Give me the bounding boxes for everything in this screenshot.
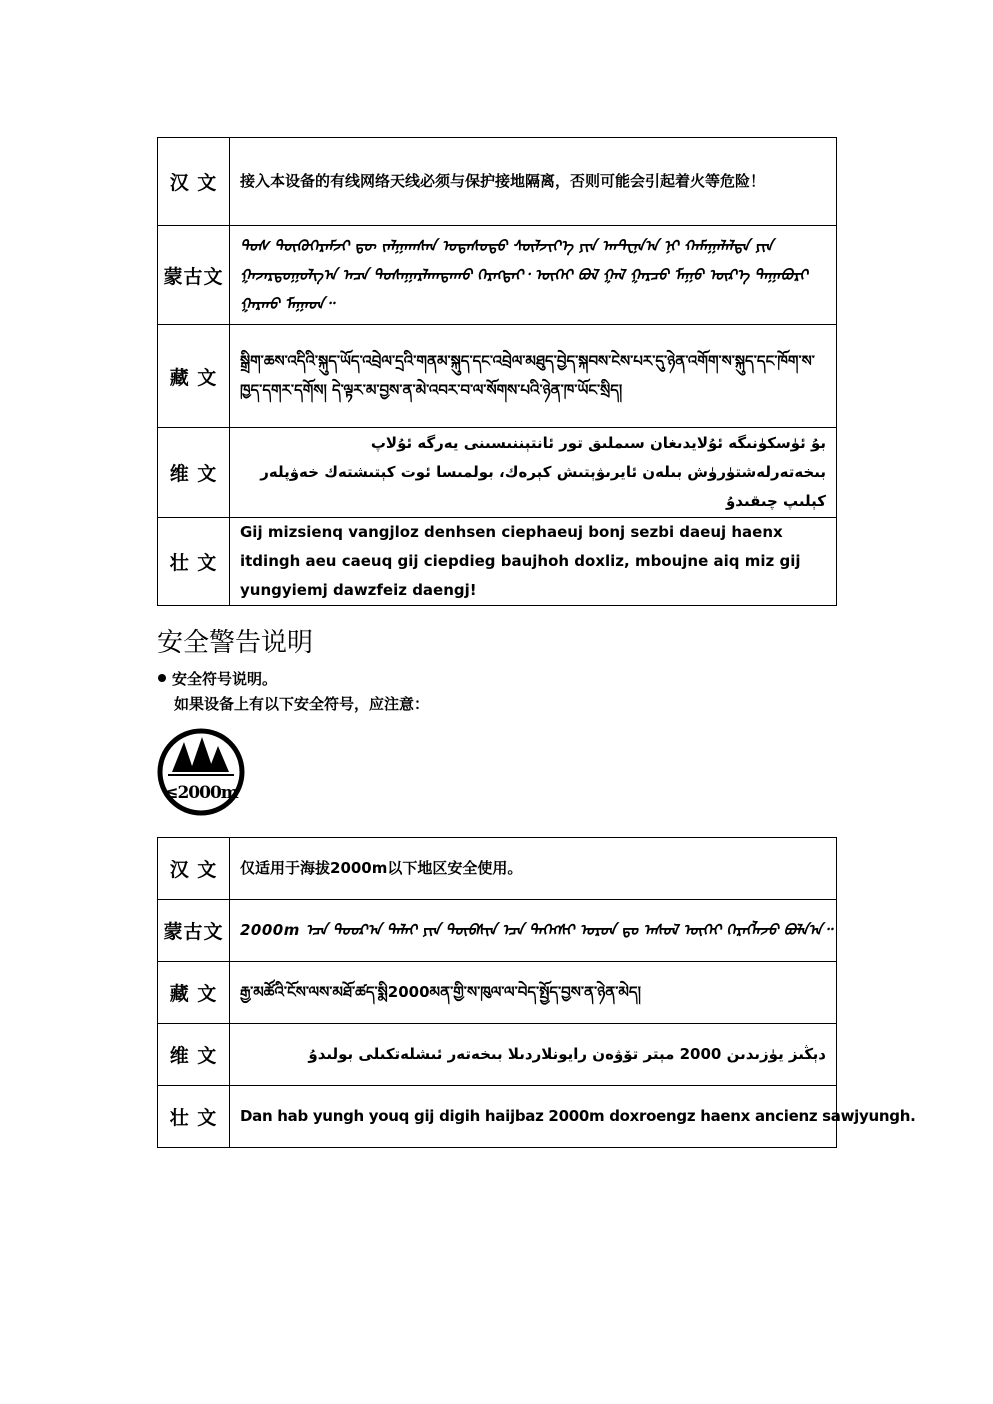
bullet-icon xyxy=(158,674,166,682)
notice-text: 如果设备上有以下安全符号，应注意： xyxy=(174,695,430,713)
language-label: 蒙古文 xyxy=(158,900,230,962)
table-row xyxy=(158,900,837,962)
table-row xyxy=(158,428,837,518)
language-label: 维 文 xyxy=(158,1024,230,1086)
altitude-limit-label: ≤2000m xyxy=(164,783,238,803)
altitude-text: རྒྱ་མཚོའི་ངོས་ལས་མཐོ་ཚད་སྨི2000མན་གྱི་ས་ཁུལ་ལ་བེད་སྤྱོད་བྱས་ན་ཉེན་མེད། xyxy=(230,962,837,1024)
altitude-text: 2000m ᠡᠴᠡ ᠳᠤᠤᠷ᠎ᠠ ᠳᠠᠯᠠᠢ ᠶᠢᠨ ᠲᠥᠪᠰᠢᠨ ᠡᠴᠡ ᠳᠡᠭᠡᠭᠰᠢ ᠣᠷᠣᠨ ᠳᠤ ᠠᠰᠤᠯ ᠦᠭᠡᠢ ᠬᠡᠷᠡᠭᠯᠡᠵᠦ ᠪᠣᠯᠨ᠎ᠠ᠃ xyxy=(230,900,837,962)
warning-text: بۇ ئۈسكۈنىگە ئۇلايدىغان سىملىق تور ئانتېننىسىنى يەرگە ئۇلاپ بىخەتەرلەشتۈرۈش بىلەن ئايرىۋېتىش كېرەك، بولمىسا ئوت كېتىشتەك خەۋپلەر كېلىپ چىقىدۇ xyxy=(230,428,837,518)
language-label: 维 文 xyxy=(158,428,230,518)
warning-text: སྒྲིག་ཆས་འདིའི་སྐུད་ཡོད་འབྲེལ་དྲའི་གནམ་སྐུད་དང་འབྲེལ་མཐུད་བྱེད་སྐབས་ངེས་པར་དུ་ཉེན་འགོག་ས་སྐུད་དང་ཁོག་ས་ཁྱད་དགར་དགོས། དེ་ལྟར་མ་བྱས་ན་མེ་འབར་བ་ལ་སོགས་པའི་ཉེན་ཁ་ཡོང་སྲིད། xyxy=(230,325,837,428)
language-label: 壮 文 xyxy=(158,518,230,606)
bullet-text: 安全符号说明。 xyxy=(172,670,278,688)
table-row xyxy=(158,518,837,606)
language-label: 蒙古文 xyxy=(158,226,230,325)
bullet-item xyxy=(158,668,277,689)
warning-text: Gij mizsienq vangjloz denhsen ciephaeuj bonj sezbi daeuj haenx itdingh aeu caeuq gij ciepdieg baujhoh doxliz, mboujne aiq miz gij yungyiemj dawzfeiz daengj! xyxy=(230,518,837,606)
table-row xyxy=(158,226,837,325)
altitude-text: 仅适用于海拔2000m以下地区安全使用。 xyxy=(230,838,837,900)
altitude-text: دېڭىز يۈزىدىن 2000 مېتر تۆۋەن رايونلاردىلا بىخەتەر ئىشلەتكىلى بولىدۇ xyxy=(230,1024,837,1086)
table-row xyxy=(158,1024,837,1086)
language-label: 汉 文 xyxy=(158,138,230,226)
altitude-text: Dan hab yungh youq gij digih haijbaz 2000m doxroengz haenx ancienz sawjyungh. xyxy=(230,1086,837,1148)
language-label: 汉 文 xyxy=(158,838,230,900)
language-table-altitude xyxy=(157,837,916,1148)
table-row xyxy=(158,962,837,1024)
language-label: 壮 文 xyxy=(158,1086,230,1148)
warning-text: 接入本设备的有线网络天线必须与保护接地隔离，否则可能会引起着火等危险！ xyxy=(230,138,837,226)
table-row xyxy=(158,1086,837,1148)
warning-text: ᠲᠤᠰ ᠲᠥᠬᠥᠭᠡᠷᠡᠮᠵᠢ ᠳᠦ ᠵᠠᠯᠭᠠᠭᠰᠠᠨ ᠤᠲᠠᠰᠤᠲᠤ ᠰᠦᠯᠵᠢᠶ᠎ᠡ ᠶᠢᠨ ᠠᠨᠲ᠋ᠧᠨ᠋ᠨ᠎ᠠ ᠨᠢ ᠬᠠᠮᠠᠭᠠᠯᠠᠯᠲᠠ ᠶᠢᠨ ᠭᠠᠵᠠᠷᠳᠤᠭᠤᠯᠭ᠎ᠠ ᠠᠴᠠ ᠲᠤᠰᠠᠭᠠᠷᠯᠠᠭᠳᠠᠬᠤ ᠬᠡᠷᠡᠭᠲᠡᠢ᠂ ᠦᠭᠡᠢ ᠪᠣᠯ ᠭᠠᠯ ᠭᠠᠷᠴᠤ ᠮᠠᠭᠤ ᠦᠷ᠎ᠡ ᠳᠠᠭᠠᠪᠤᠷᠢ ᠭᠠᠷᠬᠤ ᠮᠠᠭᠠᠳ᠃ xyxy=(230,226,837,325)
altitude-limit-icon xyxy=(157,728,245,816)
section-title: 安全警告说明 xyxy=(157,628,314,658)
language-label: 藏 文 xyxy=(158,325,230,428)
language-label: 藏 文 xyxy=(158,962,230,1024)
table-row xyxy=(158,138,837,226)
language-table-grounding xyxy=(157,137,837,606)
table-row xyxy=(158,325,837,428)
table-row xyxy=(158,838,837,900)
